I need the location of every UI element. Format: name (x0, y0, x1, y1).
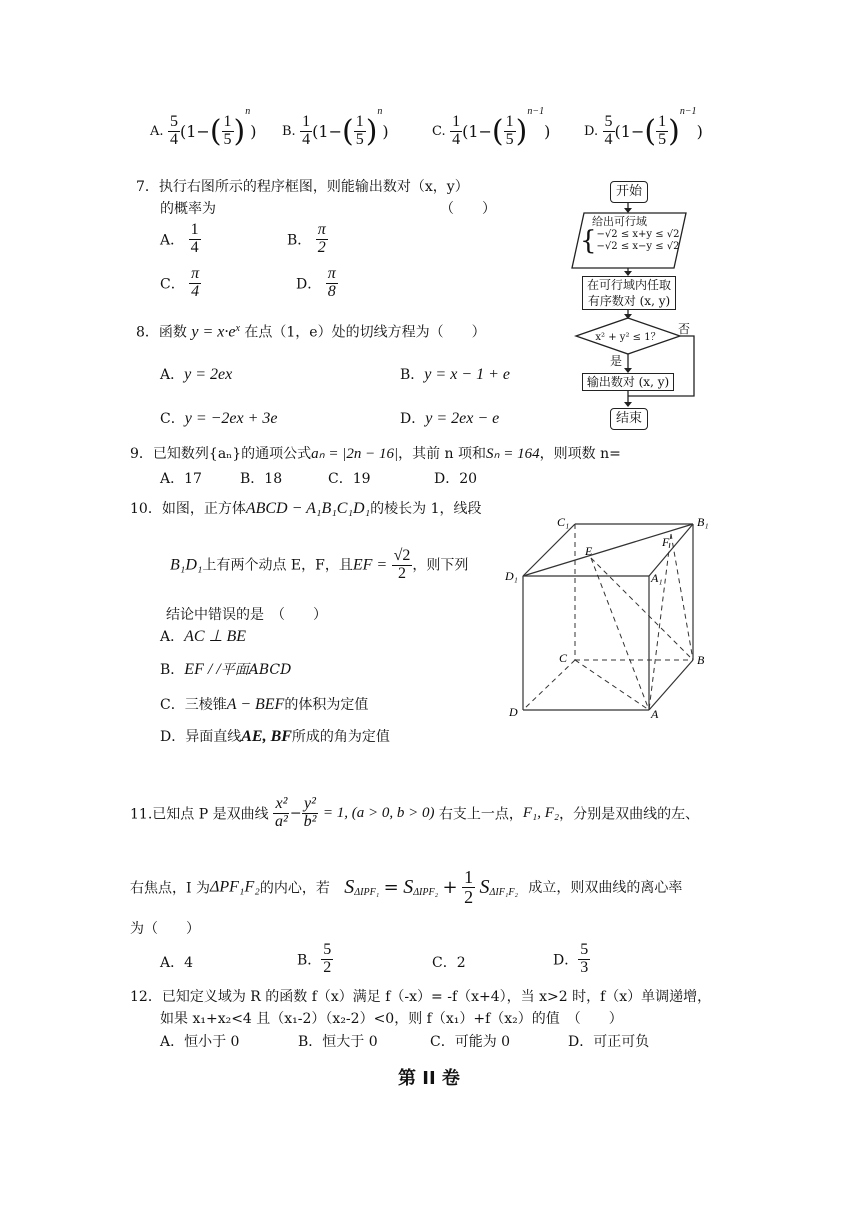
q8-option-d: D．y = 2ex − e (400, 410, 500, 427)
q12-option-d: D．可正可负 (568, 1034, 650, 1050)
q7-option-d: D． $\frac{\pi}{8}$ (296, 265, 336, 300)
flowchart-start: 开始 (610, 181, 648, 203)
q9-option-d: D．20 (434, 471, 478, 487)
q11-stem-line3: 为（ ） (130, 921, 200, 937)
q11-stem-line2: 右焦点，I 为ΔPF₁F₂的内心，若 $S_{\Delta IPF_1} = S_{\Delta IPF_2}$ + $\frac{1}{2}$ $S_{\Delta IF_1F_2}$ 成立，则双曲线的离心率 (130, 867, 683, 907)
q10-stem-line3: 结论中错误的是 （ ） (166, 607, 327, 623)
q11-option-b: B． $\frac{5}{2}$ (297, 941, 332, 976)
q6-option-d: D. $\frac{5}{4}$ (1−( $\frac{1}{5}$ )$^{n-1}$) (584, 105, 703, 149)
cube-label-c1: C₁ (557, 515, 570, 529)
cube-label-d: D (509, 705, 518, 719)
q12-stem-line2: 如果 x₁+x₂<4 且（x₁-2）（x₂-2）<0，则 f（x₁）+f（x₂）的值 （ ） (160, 1011, 623, 1027)
q11-option-c: C．2 (432, 955, 466, 971)
cube-label-b: B (697, 653, 705, 667)
cube-label-e: E (585, 544, 593, 558)
flowchart-yes-label: 是 (610, 354, 623, 368)
q10-option-d: D．异面直线AE, BF所成的角为定值 (160, 728, 390, 745)
flowchart (570, 176, 700, 436)
q7-option-b: B． $\frac{\pi}{2}$ (287, 221, 326, 256)
q9-option-c: C．19 (328, 471, 371, 487)
q7-paren: （ ） (440, 201, 496, 217)
flowchart-input-title: 给出可行域 (592, 215, 647, 228)
q7-stem-line1: 7．执行右图所示的程序框图，则能输出数对（x，y） (136, 179, 469, 195)
q12-stem-line1: 12．已知定义域为 R 的函数 f（x）满足 f（-x）= -f（x+4），当 x>2 时，f（x）单调递增， (130, 989, 712, 1005)
q6-options (150, 105, 750, 164)
flowchart-decision: x² + y² ≤ 1？ (595, 332, 661, 343)
cube-figure (505, 512, 715, 722)
cube-label-f: F (662, 535, 670, 549)
flowchart-output: 输出数对 (x, y) (582, 373, 674, 391)
flowchart-input-line1: −√2 ≤ x+y ≤ √2 (596, 229, 680, 240)
flowchart-pick: 在可行域内任取 有序数对 (x, y) (582, 276, 676, 310)
cube-label-a1: A₁ (651, 571, 663, 585)
cube-label-c: C (559, 651, 568, 665)
cube-label-d1: D₁ (505, 569, 518, 583)
q10-stem-line2: B₁D₁上有两个动点 E，F，且EF = $\frac{√2}{2}$ ，则下列 (170, 547, 469, 582)
cube-label-b1: B₁ (697, 515, 709, 529)
q12-option-a: A．恒小于 0 (160, 1034, 240, 1050)
q7-option-c: C． $\frac{\pi}{4}$ (160, 265, 200, 300)
q11-option-d: D． $\frac{5}{3}$ (553, 941, 589, 976)
q6-option-c: C. $\frac{1}{4}$ (1−( $\frac{1}{5}$ )$^{n-1}$) (432, 105, 551, 149)
q11-stem-line1: 11.已知点 P 是双曲线 $\frac{\text{x²}}{\text{a²}}$ − $\frac{\text{y²}}{\text{b²}}$ = 1, (a > 0, b > 0) 右支上一点，F₁, F₂，分别是双曲线的左、 (130, 795, 700, 830)
section-title: 第 II 卷 (398, 1068, 460, 1089)
q12-option-c: C．可能为 0 (430, 1034, 511, 1050)
flowchart-input: 给出可行域 { −√2 ≤ x+y ≤ √2 −√2 ≤ x−y ≤ √2 (580, 215, 680, 256)
q10-option-b: B．EF / /平面ABCD (160, 661, 292, 678)
q12-option-b: B．恒大于 0 (298, 1034, 378, 1050)
q8-option-b: B．y = x − 1 + e (400, 366, 510, 383)
q6-option-b: B. $\frac{1}{4}$ (1−( $\frac{1}{5}$ )$^n$) (282, 105, 389, 149)
q7-stem-line2: 的概率为 (160, 201, 216, 217)
cube-label-a: A (651, 707, 659, 721)
flowchart-end: 结束 (610, 408, 648, 430)
flowchart-no-label: 否 (678, 322, 691, 336)
q9-stem: 9．已知数列{aₙ}的通项公式aₙ = |2n − 16|，其前 n 项和Sₙ = 164，则项数 n= (130, 446, 621, 462)
q8-stem: 8．函数 $y = x\cdot e^x$ 在点（1，e）处的切线方程为（ ） (136, 323, 486, 341)
q6-option-a: A. $\frac{5}{4}$ (1−( $\frac{1}{5}$ )$^n$) (150, 105, 257, 149)
flowchart-input-line2: −√2 ≤ x−y ≤ √2 (596, 241, 680, 252)
q9-option-b: B．18 (240, 471, 283, 487)
q11-option-a: A．4 (160, 955, 194, 971)
q10-stem-line1: 10．如图，正方体ABCD − A₁B₁C₁D₁的棱长为 1，线段 (130, 500, 482, 517)
q10-option-a: A．AC ⊥ BE (160, 628, 247, 645)
q8-option-c: C．y = −2ex + 3e (160, 410, 278, 427)
q7-option-a: A． $\frac{1}{4}$ (160, 221, 199, 256)
q9-option-a: A．17 (160, 471, 202, 487)
q10-option-c: C．三棱锥A − BEF的体积为定值 (160, 696, 369, 713)
q8-option-a: A．y = 2ex (160, 366, 233, 383)
